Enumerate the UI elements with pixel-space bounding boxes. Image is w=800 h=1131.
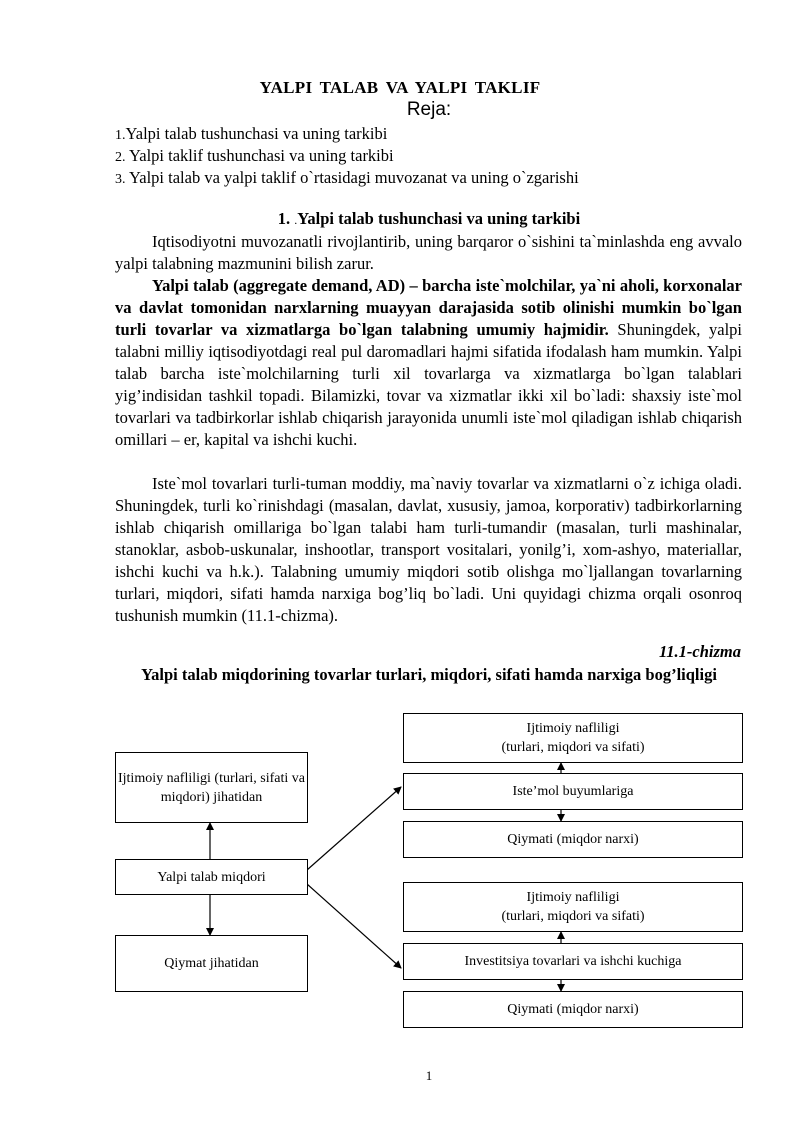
section-heading <box>0 209 800 229</box>
box-g1-utility-line2: (turlari, miqdori va sifati) <box>501 740 645 755</box>
figure-title: Yalpi talab miqdorining tovarlar turlari, miqdori, sifati hamda narxiga bog’liqligi <box>141 665 717 684</box>
arrow-to-group2 <box>307 884 401 968</box>
plan-item <box>115 123 387 147</box>
box-g1-utility <box>403 713 743 763</box>
box-investment-goods-text: Investitsiya tovarlari va ishchi kuchiga <box>464 954 682 969</box>
plan-item-number: 2. <box>115 150 126 165</box>
plan-item-text: Yalpi taklif tushunchasi va uning tarkibi <box>125 146 394 165</box>
plan-item-number: 3. <box>115 172 126 187</box>
box-g2-value-text: Qiymati (miqdor narxi) <box>507 1002 639 1017</box>
box-g2-value <box>403 991 743 1028</box>
plan-item-text: Yalpi talab tushunchasi va uning tarkibi <box>125 124 388 143</box>
paragraph-intro: Iqtisodiyotni muvozanatli rivojlantirib, uning barqaror o`sishini ta`minlashda eng avvalo yalpi talabning mazmunini bilish zarur. <box>115 232 742 273</box>
box-g2-utility <box>403 882 743 932</box>
box-investment-goods <box>403 943 743 980</box>
box-g1-value-text: Qiymati (miqdor narxi) <box>507 832 639 847</box>
box-value-aspect <box>115 935 308 992</box>
box-utility-aspect <box>115 752 308 823</box>
paragraph-consumer-goods: Iste`mol tovarlari turli-tuman moddiy, ma`naviy tovarlar va xizmatlarni o`z ichiga oladi. Shuningdek, turli ko`rinishdagi (masalan, davlat, xususiy, jamoa, korporativ) tadbirkorlarning ishlab chiqarish omillariga bo`lgan talabi ham turli-tumandir (masalan, turli mashinalar, stanoklar, asbob-uskunalar, inshootlar, transport vositalari, yonilg’i, xom-ashyo, materiallar, ishchi kuchi va h.k.). Talabning umumiy miqdori sotib olishga mo`ljallangan tovarlarning turlari, miqdori, sifati hamda narxiga bog’liq bo`ladi. Uni quyidagi chizma orqali osonroq tushunish mumkin (11.1-chizma). <box>115 474 742 625</box>
plan-item-number: 1. <box>115 128 126 143</box>
box-g1-utility-line1: Ijtimoiy nafliligi <box>526 721 620 736</box>
definition-bold: Yalpi talab (aggregate demand, AD) – barcha iste`molchilar, ya`ni aholi, korxonalar va davlat tomonidan narxlarning muayyan darajasida sotib olinishi mumkin bo`lgan turli tovarlar va xizmatlarga bo`lgan talabning umumiy hajmidir. <box>115 276 742 339</box>
section-number: 1. <box>277 209 295 228</box>
section-dot: . <box>294 213 298 227</box>
plan-item <box>115 145 394 169</box>
box-consumer-goods <box>403 773 743 810</box>
box-aggregate-demand <box>115 859 308 895</box>
box-value-aspect-text: Qiymat jihatidan <box>164 956 259 971</box>
box-g1-value <box>403 821 743 858</box>
box-g2-utility-line2: (turlari, miqdori va sifati) <box>501 909 645 924</box>
section-title: Yalpi talab tushunchasi va uning tarkibi <box>297 209 581 228</box>
box-utility-aspect-text: Ijtimoiy nafliligi (turlari, sifati va miqdori) jihatidan <box>117 770 305 805</box>
figure-label: 11.1-chizma <box>658 642 741 661</box>
paragraph-definition <box>115 275 742 451</box>
box-aggregate-demand-text: Yalpi talab miqdori <box>157 869 266 885</box>
plan-item-text: Yalpi talab va yalpi taklif o`rtasidagi muvozanat va uning o`zgarishi <box>125 168 579 187</box>
plan-item <box>115 167 579 191</box>
document-title: YALPI TALAB VA YALPI TAKLIF <box>259 78 541 97</box>
definition-rest: Shuningdek, yalpi talabni milliy iqtisodiyotdagi real pul daromadlari hajmi sifatida ifodalash ham mumkin. Yalpi talab barcha iste`molchilarning turli xil tovarlarga va xizmatlarga bo`lgan talablari yig’indisidan tashkil topadi. Bilamizki, tovar va xizmatlar ikki xil bo`ladi: shaxsiy iste`mol tovarlari va tadbirkorlar ishlab chiqarish jarayonida unumli iste`mol qiladigan ishlab chiqarish omillari – er, kapital va ishchi kuchi. <box>115 320 742 449</box>
box-g2-utility-line1: Ijtimoiy nafliligi <box>526 890 620 905</box>
plan-heading: Reja: <box>406 99 452 120</box>
arrow-to-group1 <box>307 787 401 870</box>
page-number: 1 <box>425 1068 433 1083</box>
box-consumer-goods-text: Iste’mol buyumlariga <box>512 784 634 799</box>
